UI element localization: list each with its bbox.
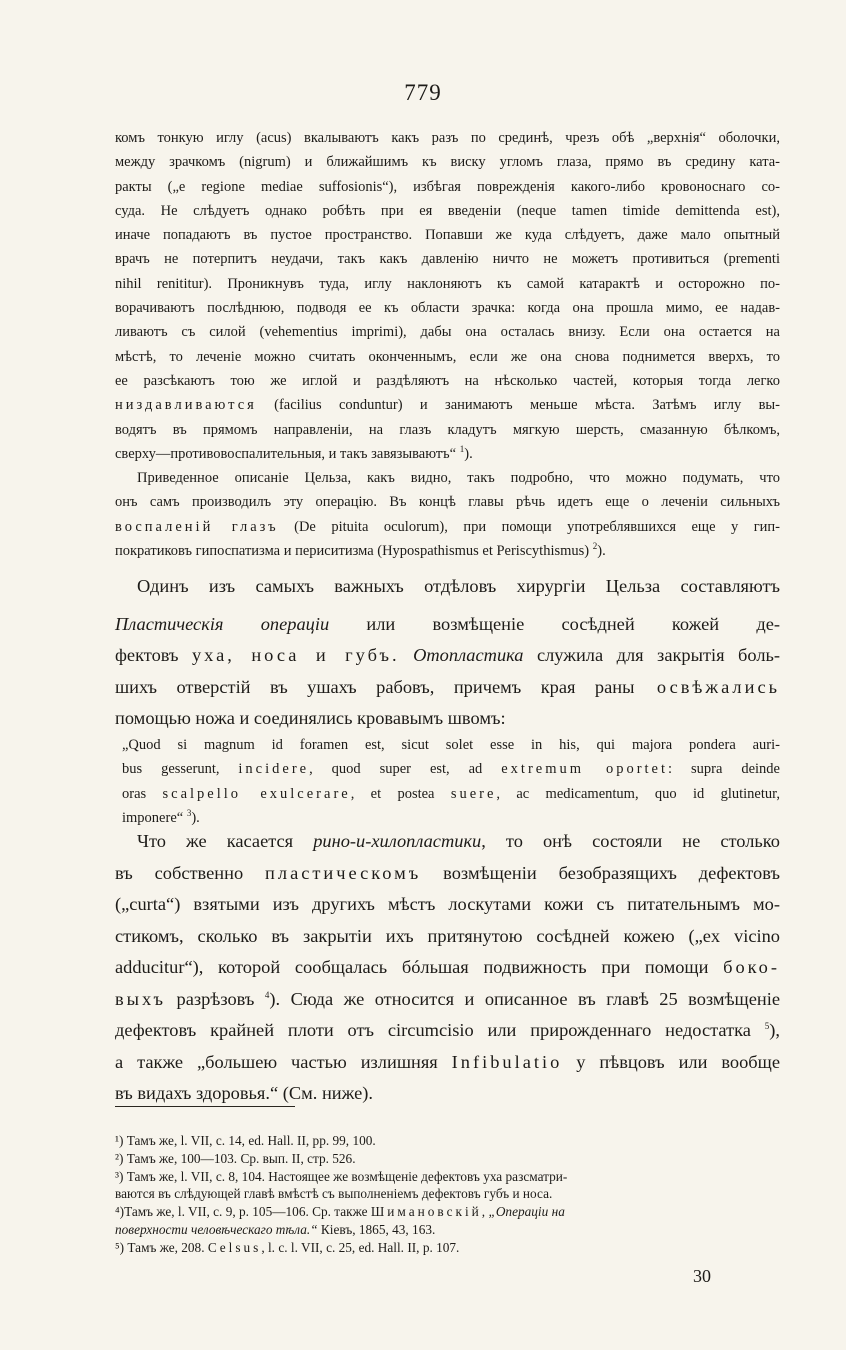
text-line: ливаютъ съ силой (vehementius imprimi), дабы она осталась внизу. Если она остается на (115, 324, 780, 341)
text-line (115, 757, 780, 781)
page-number: 779 (404, 80, 442, 105)
signature-mark: 30 (693, 1266, 711, 1286)
footnote-ref: 4 (264, 989, 270, 1000)
text-line (115, 609, 780, 641)
text-line: помощью ножа и соединялись кровавымъ швомъ: (115, 708, 506, 728)
text-span: , (481, 1204, 489, 1220)
text-span: , et postea (350, 785, 451, 802)
text-line (115, 442, 780, 466)
text-span: : supra deinde (668, 761, 780, 778)
text-line (115, 1047, 780, 1079)
text-line: онъ самъ производилъ эту операцію. Въ концѣ главы рѣчь идетъ еще о леченіи сильныхъ (115, 494, 780, 511)
spaced-term: воспаленій глазъ (115, 518, 279, 535)
text-span: или возмѣщеніе сосѣдней кожей де- (329, 613, 780, 634)
text-span: возмѣщеніи безобразящихъ дефектовъ (421, 862, 780, 883)
spaced-term: уха, носа и губъ. (191, 645, 400, 665)
text-span: imponere“ (122, 809, 187, 826)
spaced-term: освѣжались (634, 676, 781, 697)
text-span: (De pituita oculorum), при помощи употреблявшихся еще у гип- (278, 518, 780, 535)
spaced-term: Шимановскій (370, 1204, 482, 1220)
footnotes (115, 1132, 780, 1257)
footnote: ¹) Тамъ же, l. VII, c. 14, ed. Hall. II, pp. 99, 100. (115, 1133, 376, 1148)
text-line (115, 672, 780, 704)
text-span: adducitur“), которой сообщалась бóльшая подвижность при помощи (115, 957, 724, 977)
text-span: въ собственно (115, 862, 266, 883)
text-span: , то онѣ состояли не столько (481, 831, 781, 851)
spaced-term: пластическомъ (265, 862, 422, 883)
text-span: сверху—противовоспалительныя, и такъ завязываютъ“ (115, 445, 457, 462)
text-line (115, 826, 780, 858)
text-span: разрѣзовъ (166, 988, 265, 1009)
text-span: , l. c. l. VII, c. 25, ed. Hall. II, p. 107. (261, 1239, 460, 1255)
text-line: („curta“) взятыми изъ другихъ мѣстъ лоскутами кожи съ питательнымъ мо- (115, 894, 780, 914)
paragraph-celsus-description (115, 466, 780, 563)
italic-term: Пластическія операціи (115, 613, 330, 634)
text-span: bus gesserunt, (122, 761, 239, 778)
footnote (115, 1239, 780, 1257)
text-span: служила для закрытія боль- (523, 645, 781, 665)
text-line: иначе попадаютъ въ пустое пространство. Попавши же куда слѣдуетъ, даже мало опытный (115, 227, 780, 244)
text-span: ). (597, 542, 606, 559)
text-line (115, 952, 780, 984)
spaced-term: Infibulatio (451, 1051, 563, 1072)
text-line (115, 858, 780, 890)
text-span: ). (191, 809, 200, 826)
spaced-term: боко- (723, 957, 780, 977)
text-span: ), (769, 1020, 780, 1040)
text-line: стикомъ, сколько въ закрытіи ихъ притянутою сосѣдней кожею („ex vicino (115, 925, 780, 946)
italic-term: поверхности человѣческаго тѣла.“ (115, 1221, 318, 1237)
spaced-term: Celsus (207, 1239, 262, 1255)
text-line: врачъ не потерпитъ неудачи, такъ какъ давленію ничто не можетъ противиться (prementi (115, 251, 780, 268)
text-line (115, 515, 780, 539)
spaced-term: suere (450, 785, 497, 802)
text-span: Кіевъ, 1865, 43, 163. (317, 1221, 436, 1237)
italic-term: „Операціи на (488, 1204, 565, 1220)
text-line (115, 1015, 780, 1047)
paragraph-rhinoplasty (115, 826, 780, 1110)
text-span: шихъ отверстій въ ушахъ рабовъ, причемъ края раны (115, 676, 635, 697)
footnote: ²) Тамъ же, 100—103. Ср. вып. II, стр. 526. (115, 1150, 356, 1166)
text-span: фектовъ (115, 645, 192, 665)
spaced-term: низдавливаются (115, 397, 257, 414)
footnote (115, 1203, 780, 1221)
text-span: пократиковъ гипоспатизма и периситизма (Hypospathismus et Periscythismus) (115, 542, 590, 559)
text-line: Приведенное описаніе Цельза, какъ видно, такъ подробно, что можно подумать, что (137, 470, 780, 486)
text-span: а также „большею частью излишняя (115, 1051, 452, 1072)
footnote-ref: 3 (186, 808, 192, 819)
spaced-term: extremum oportet (501, 761, 669, 778)
footnote-ref: 2 (592, 541, 598, 552)
text-line: водятъ въ прямомъ направленіи, на глазъ кладутъ мягкую шерсть, смазанную бѣлкомъ, (115, 421, 780, 438)
text-span: Что же касается (137, 831, 314, 851)
text-span: дефектовъ крайней плоти отъ circumcisio или прирожденнаго недостатка (115, 1020, 765, 1040)
text-line (115, 984, 780, 1016)
text-span: ). Сюда же относится и описанное въ главѣ 25 возмѣщеніе (269, 988, 780, 1009)
spaced-term: выхъ (115, 988, 167, 1009)
text-line: мѣстѣ, то леченіе можно считать оконченнымъ, если же она снова поднимется вверхъ, то (115, 348, 780, 365)
text-span: (facilius conduntur) и занимаютъ меньше мѣста. Затѣмъ иглу вы- (256, 397, 780, 414)
text-line: комъ тонкую иглу (acus) вкалываютъ какъ разъ по срединѣ, чрезъ обѣ „верхнія“ оболочки, (115, 130, 780, 146)
footnote: ³) Тамъ же, l. VII, c. 8, 104. Настоящее же возмѣщеніе дефектовъ уха разсматри- (115, 1168, 568, 1184)
text-line (115, 393, 780, 417)
text-line (115, 782, 780, 806)
italic-term: рино-и-хилопластики (313, 831, 482, 851)
text-span: у пѣвцовъ или вообще (562, 1051, 780, 1072)
footnote-ref: 5 (764, 1020, 770, 1031)
footnote-continuation (115, 1221, 780, 1239)
footnote-divider (115, 1106, 295, 1107)
latin-quote (115, 733, 780, 830)
italic-term: Отопластика (399, 645, 524, 665)
spaced-term: incidere (238, 761, 310, 778)
spaced-term: scalpello exulcerare (162, 785, 351, 802)
text-line: Одинъ изъ самыхъ важныхъ отдѣловъ хирургіи Цельза составляютъ (137, 576, 780, 596)
text-line: ворачиваютъ послѣднюю, подводя ее къ области зрачка: когда она прошла мимо, ее надав- (115, 300, 780, 317)
text-line (115, 539, 780, 563)
text-line: въ видахъ здоровья.“ (См. ниже). (115, 1083, 373, 1103)
text-span: , ac medicamentum, quo id glutinetur, (496, 785, 780, 802)
text-span: ⁵) Тамъ же, 208. (115, 1239, 208, 1255)
text-line: суда. Не слѣдуетъ однако робѣть при ея введеніи (neque tamen timide demittenda est), (115, 202, 780, 219)
text-span: oras (122, 785, 163, 802)
text-span: ). (464, 445, 473, 462)
text-line: ее разсѣкаютъ тою же иглой и раздѣляютъ на нѣсколько частей, которыя тогда легко (115, 372, 780, 389)
text-line: nihil renititur). Проникнувъ туда, иглу наклоняютъ къ самой катарактѣ и осторожно по- (115, 275, 780, 292)
paragraph-cataract-surgery (115, 126, 780, 466)
text-line (115, 640, 780, 672)
footnote-continuation: ваются въ слѣдующей главѣ вмѣстѣ съ выполненіемъ дефектовъ губъ и носа. (115, 1186, 553, 1202)
text-line: ракты („e regione mediae suffosionis“), избѣгая поврежденія какого-либо кровоноснаго со- (115, 178, 780, 195)
paragraph-plastic-surgery (115, 571, 780, 735)
footnote-ref: 1 (459, 444, 465, 455)
text-line: между зрачкомъ (nigrum) и ближайшимъ къ виску угломъ глаза, прямо въ средину ката- (115, 154, 780, 171)
text-line: „Quod si magnum id foramen est, sicut solet esse in his, qui majora pondera auri- (122, 737, 780, 753)
text-span: ⁴)Тамъ же, l. VII, c. 9, p. 105—106. Ср. также (115, 1204, 371, 1220)
text-span: , quod super est, ad (309, 761, 502, 778)
